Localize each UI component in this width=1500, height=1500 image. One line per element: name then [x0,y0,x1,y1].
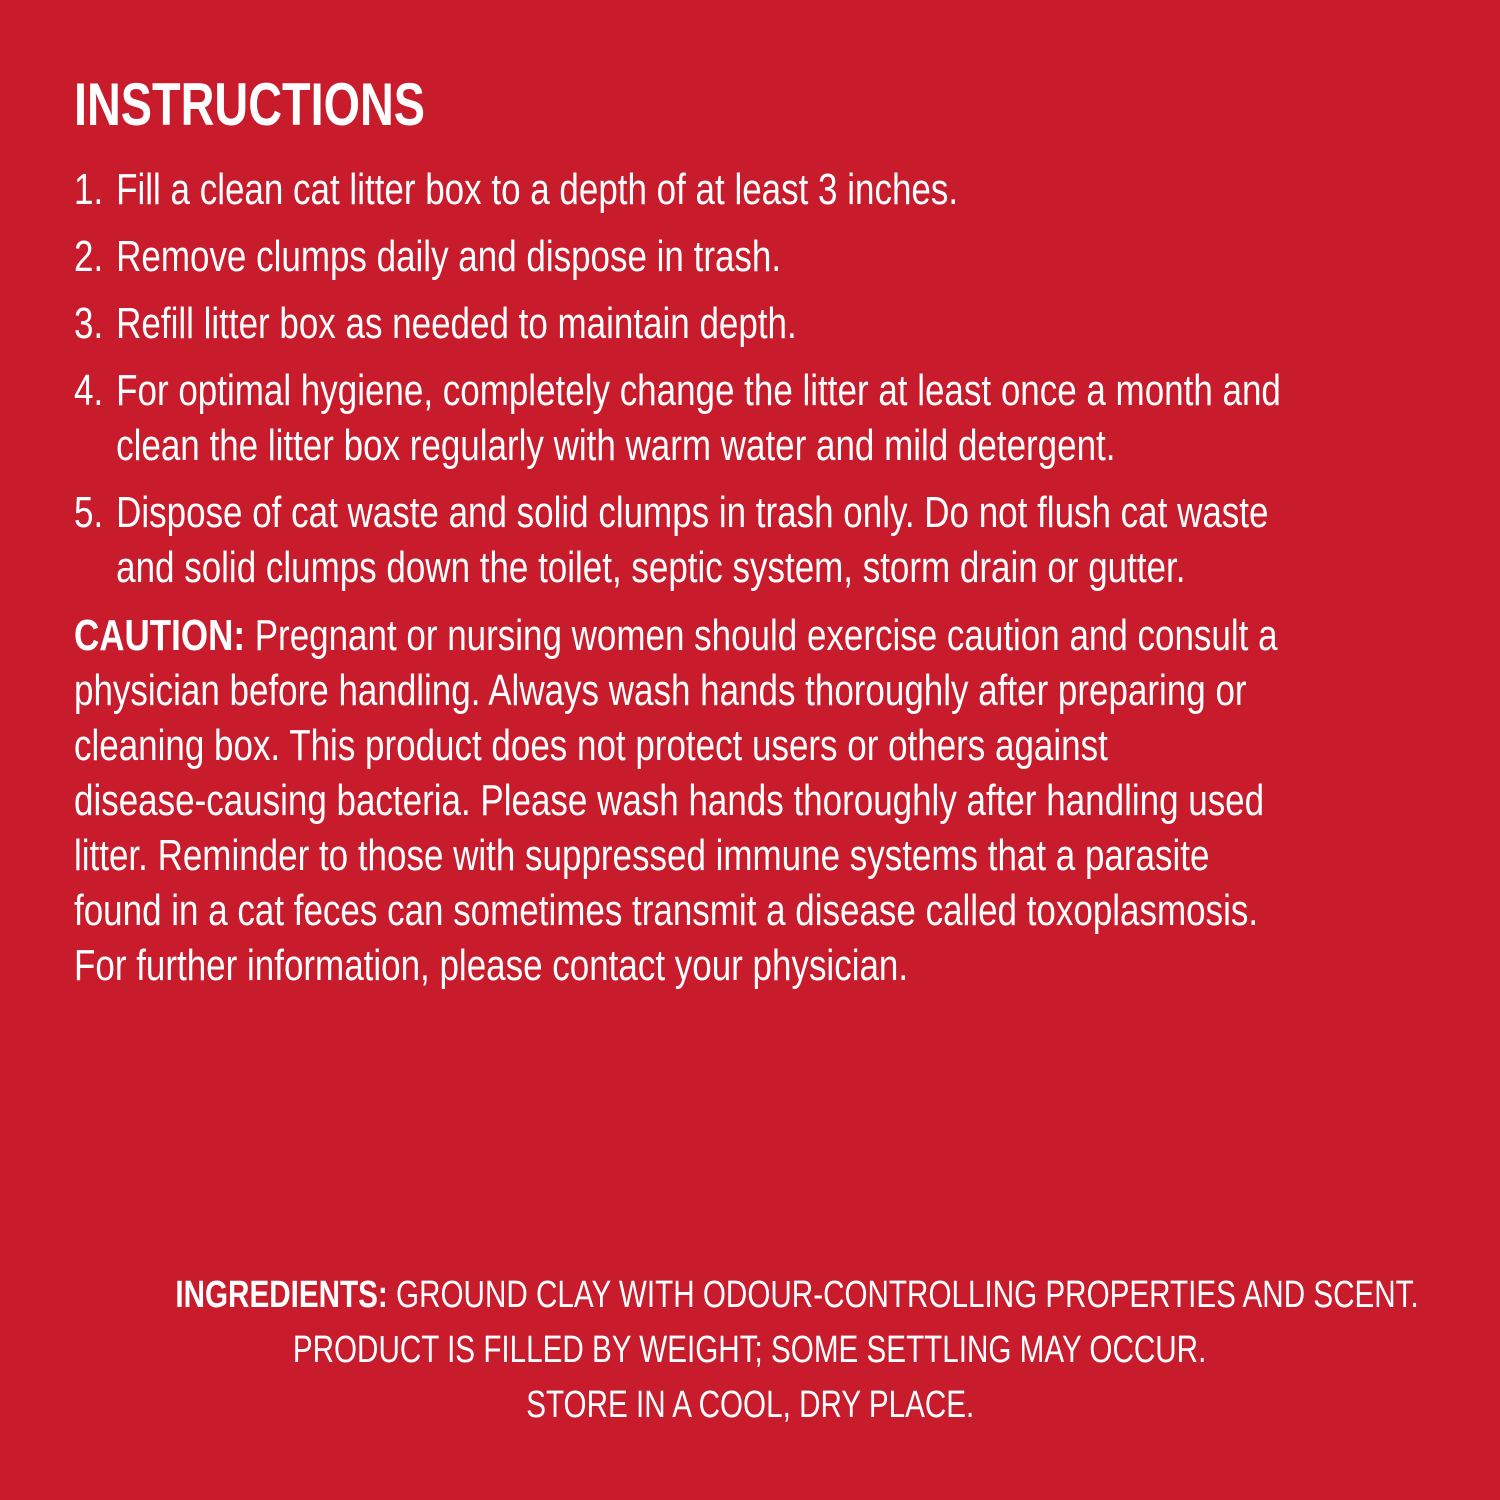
instruction-steps-list [74,162,1426,607]
storage-notice-text: STORE IN A COOL, DRY PLACE. [525,1384,975,1426]
fill-notice-text: PRODUCT IS FILLED BY WEIGHT; SOME SETTLING MAY OCCUR. [293,1329,1207,1371]
instruction-step [74,296,1426,351]
step-text-line: Dispose of cat waste and solid clumps in trash only. Do not flush cat waste [116,488,1269,537]
step-number: 4. [74,366,104,415]
caution-line: litter. Reminder to those with suppressed immune systems that a parasite [74,831,1210,880]
caution-line: physician before handling. Always wash hands thoroughly after preparing or [74,666,1247,715]
caution-line: For further information, please contact your physician. [74,941,909,990]
step-text-line: and solid clumps down the toilet, septic system, storm drain or gutter. [116,543,1186,592]
ingredients-label: INGREDIENTS: [175,1274,388,1316]
caution-line: found in a cat feces can sometimes transmit a disease called toxoplasmosis. [74,886,1259,935]
storage-notice-line [0,1378,1500,1433]
caution-paragraph [74,608,1465,993]
step-number: 5. [74,488,104,537]
page-title: INSTRUCTIONS [74,71,425,138]
step-text-line: For optimal hygiene, completely change the litter at least once a month and [116,366,1281,415]
caution-line: cleaning box. This product does not protect users or others against [74,721,1108,770]
instruction-step [74,485,1426,595]
instruction-step [74,162,1426,217]
caution-label: CAUTION: [74,611,245,660]
step-text-line: clean the litter box regularly with warm water and mild detergent. [116,421,1116,470]
caution-line: disease-causing bacteria. Please wash hands thoroughly after handling used [74,776,1265,825]
instruction-step [74,363,1426,473]
step-text: Remove clumps daily and dispose in trash. [116,232,782,281]
caution-text: Pregnant or nursing women should exercise caution and consult a [244,611,1278,660]
step-text: Fill a clean cat litter box to a depth of at least 3 inches. [116,165,959,214]
step-number: 3. [74,299,104,348]
ingredients-line [0,1268,1500,1323]
step-text: Refill litter box as needed to maintain depth. [116,299,797,348]
fill-notice-line [0,1323,1500,1378]
step-number: 2. [74,232,104,281]
instruction-step [74,229,1426,284]
footer-notes [0,1268,1500,1433]
step-number: 1. [74,165,104,214]
caution-line [74,608,1465,663]
ingredients-text: GROUND CLAY WITH ODOUR-CONTROLLING PROPERTIES AND SCENT. [387,1274,1419,1316]
